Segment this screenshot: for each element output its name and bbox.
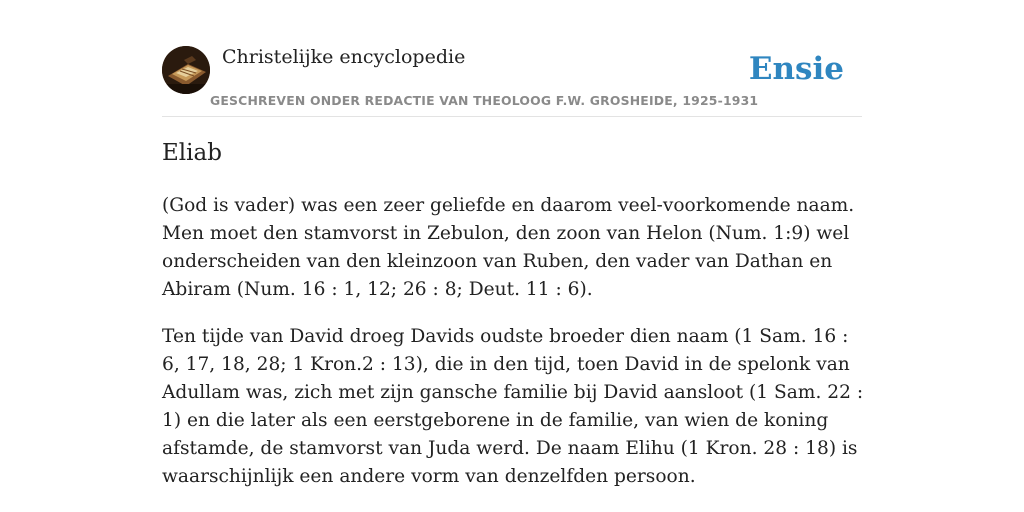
article-paragraph: (God is vader) was een zeer geliefde en daarom veel-voorkomende naam. Men moet den stamvorst in Zebulon, den zoon van Helon (Num. 1:9) wel onderscheiden van den kleinzoon van Ruben, den vader van Dathan en Abiram (Num. 16 : 1, 12; 26 : 8; Deut. 11 : 6). xyxy=(162,195,855,300)
article-paragraph: Ten tijde van David droeg Davids oudste broeder dien naam (1 Sam. 16 : 6, 17, 18, 28; 1 Kron.2 : 13), die in den tijd, toen David in de spelonk van Adullam was, zich met zijn gansche familie bij David aansloot (1 Sam. 22 : 1) en die later als een eerstgeborene in de familie, van wien de koning afstamde, de stamvorst van Juda werd. De naam Elihu (1 Kron. 28 : 18) is waarschijnlijk een andere vorm van denzelfden persoon. xyxy=(162,326,864,487)
site-header xyxy=(162,46,862,117)
ensie-logo[interactable]: Ensie xyxy=(748,51,844,87)
site-subtitle: GESCHREVEN ONDER REDACTIE VAN THEOLOOG F.W. GROSHEIDE, 1925-1931 xyxy=(210,93,759,108)
article-title: Eliab xyxy=(162,140,222,166)
article-body xyxy=(162,192,867,510)
site-title[interactable]: Christelijke encyclopedie xyxy=(222,46,466,68)
book-thumbnail-icon[interactable] xyxy=(162,46,210,94)
